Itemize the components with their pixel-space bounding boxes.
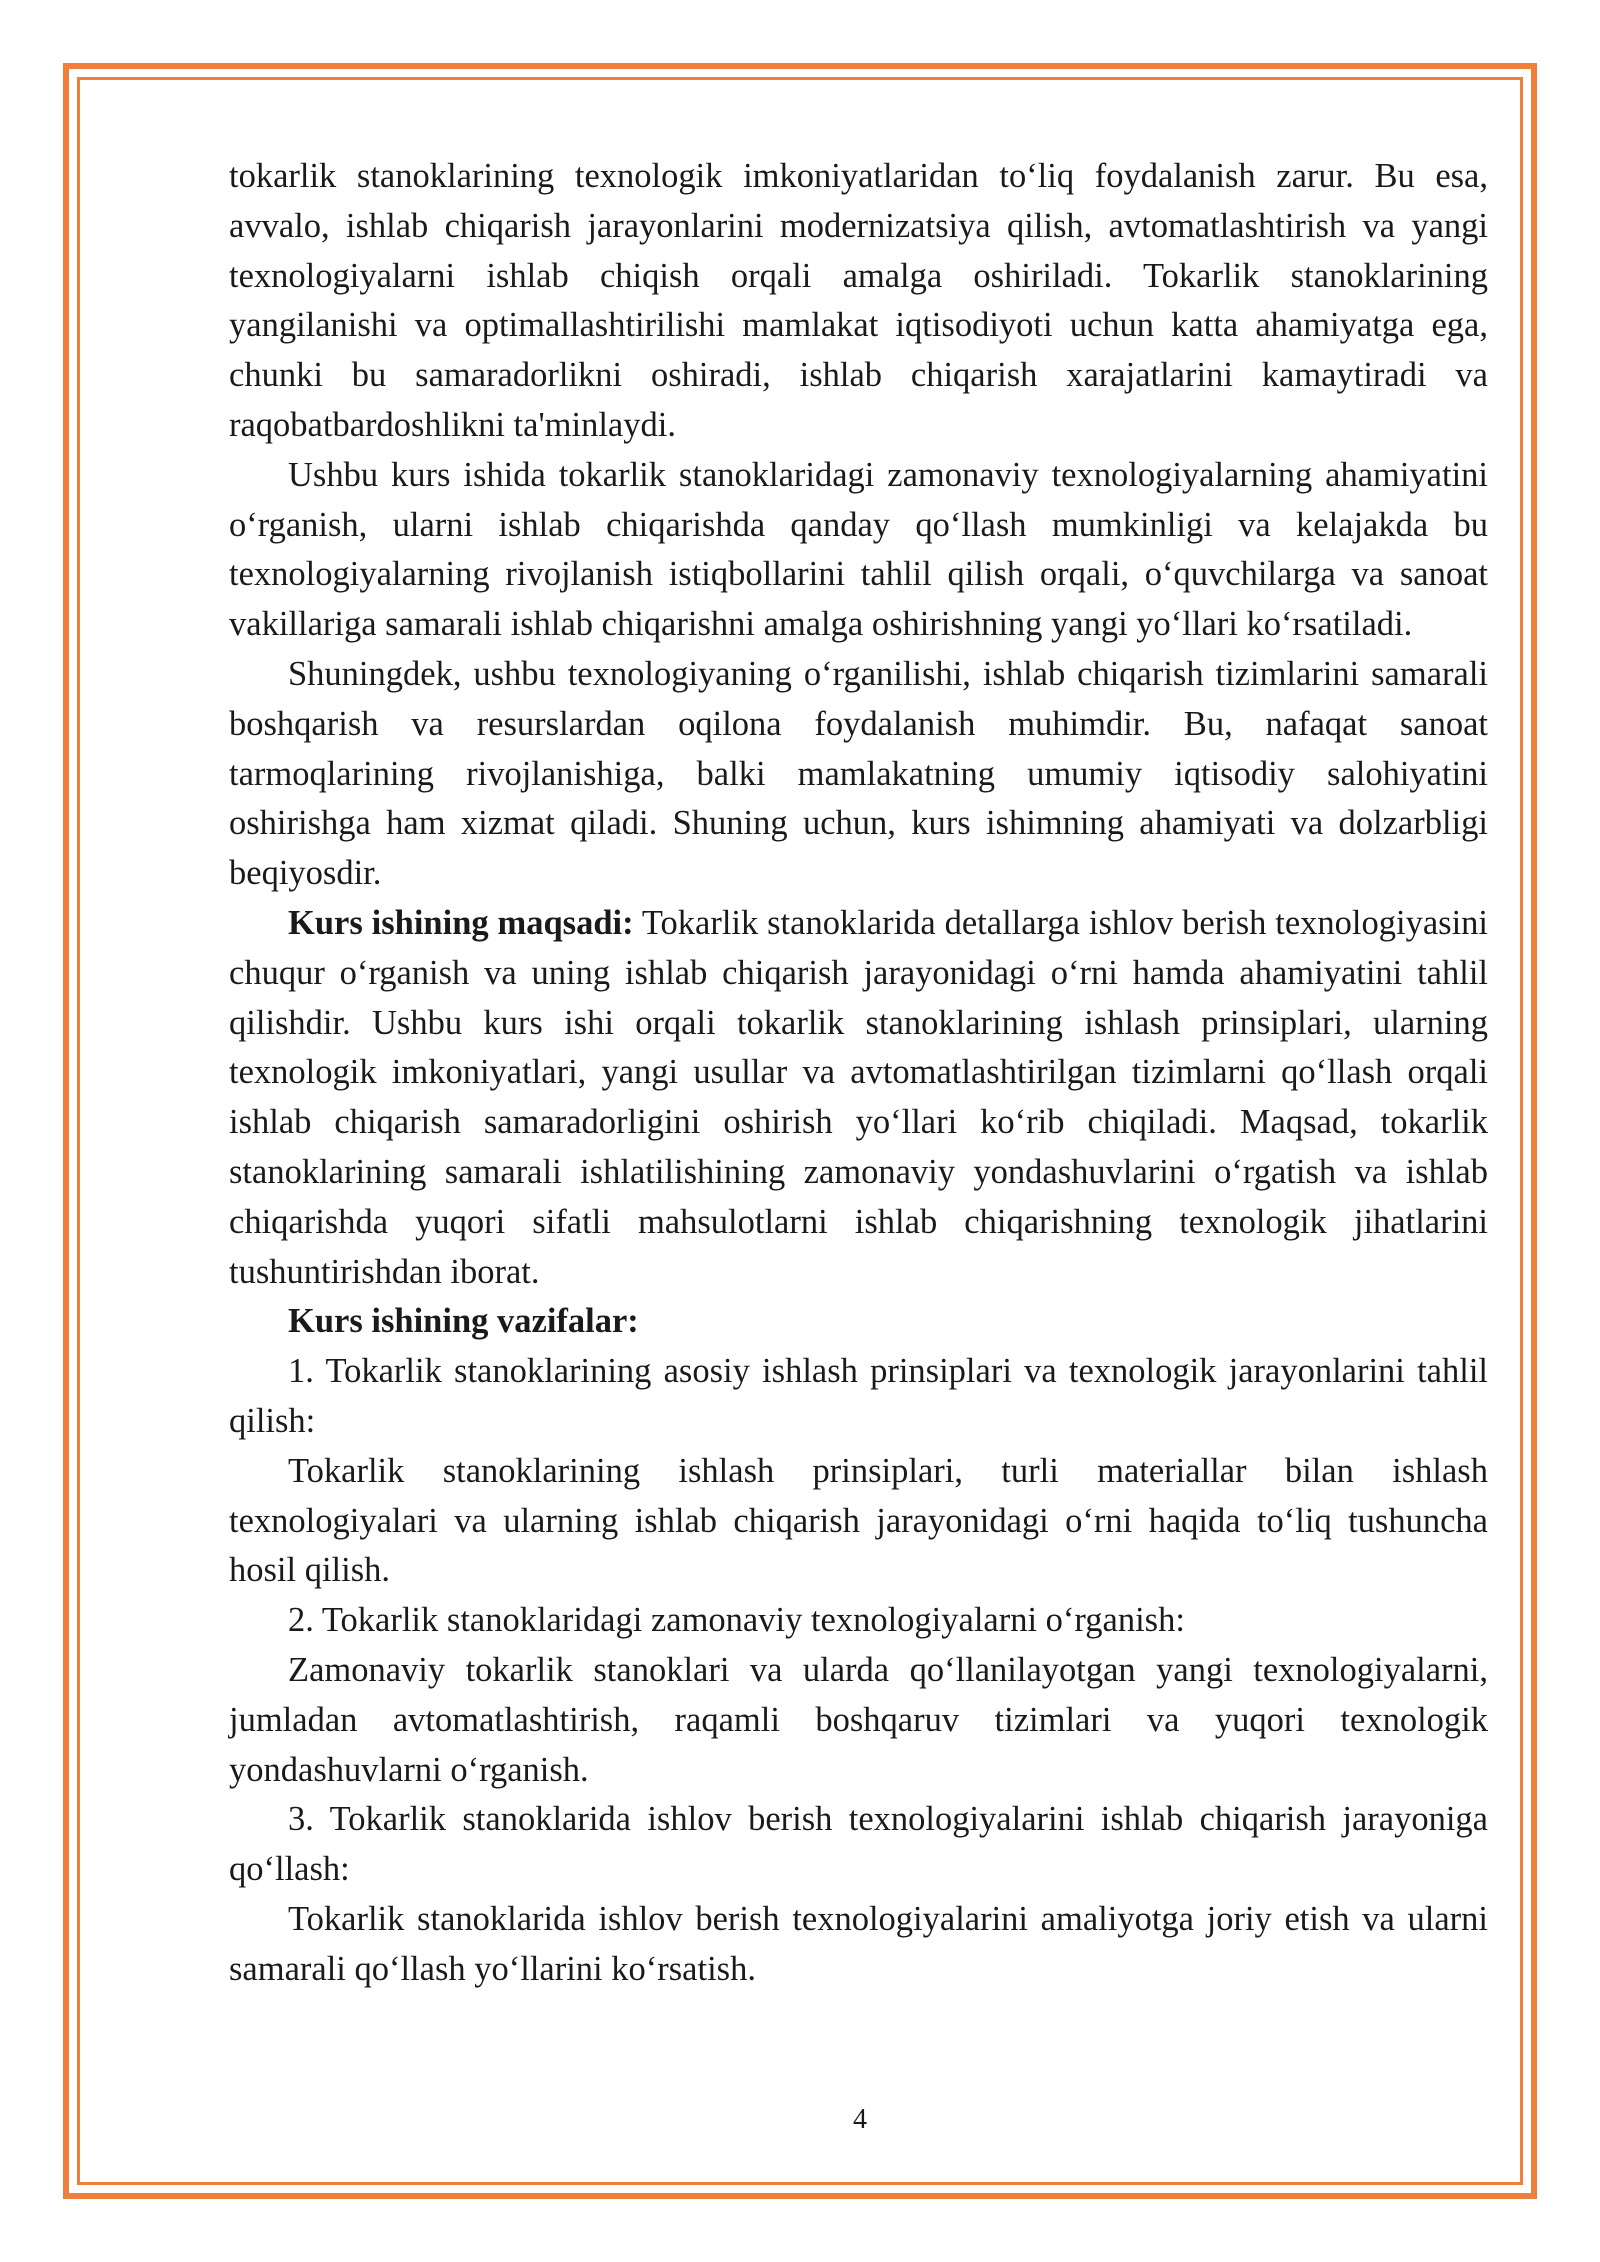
goal-heading: Kurs ishining maqsadi:: [288, 903, 634, 942]
paragraph-continuation: [229, 152, 1488, 451]
paragraph-text: 3. Tokarlik stanoklarida ishlov berish texnologiyalarini ishlab chiqarish jarayoniga qo‘llash:: [229, 1800, 1488, 1889]
paragraph-importance: [229, 451, 1488, 650]
task-item-1: [229, 1347, 1488, 1447]
paragraph-text: Tokarlik stanoklarida detallarga ishlov berish texnologiyasini chuqur o‘rganish va uning ishlab chiqarish jarayonidagi o‘rni hamda ahamiyatini tahlil qilishdir. Ushbu kurs ishi orqali tokarlik stanoklarining ishlash prinsiplari, ularning texnologik imkoniyatlari, yangi usullar va avtomatlashtirilgan tizimlarni qo‘llash orqali ishlab chiqarish samaradorligini oshirish yo‘llari ko‘rib chiqiladi. Maqsad, tokarlik stanoklarining samarali ishlatilishining zamonaviy yondashuvlarini o‘rgatish va ishlab chiqarishda yuqori sifatli mahsulotlarni ishlab chiqarishning texnologik jihatlarini tushuntirishdan iborat.: [229, 903, 1488, 1291]
task-item-3: [229, 1795, 1488, 1895]
paragraph-text: Tokarlik stanoklarining ishlash prinsiplari, turli materiallar bilan ishlash texnologiyalari va ularning ishlab chiqarish jarayonidagi o‘rni haqida to‘liq tushuncha hosil qilish.: [229, 1451, 1488, 1590]
paragraph-relevance: [229, 650, 1488, 899]
page-number: 4: [853, 2104, 867, 2135]
task-item-2-description: [229, 1646, 1488, 1795]
paragraph-text: 1. Tokarlik stanoklarining asosiy ishlash prinsiplari va texnologik jarayonlarini tahlil qilish:: [229, 1352, 1488, 1440]
paragraph-text: Tokarlik stanoklarida ishlov berish texnologiyalarini amaliyotga joriy etish va ularni samarali qo‘llash yo‘llarini ko‘rsatish.: [229, 1899, 1488, 1988]
paragraph-text: Zamonaviy tokarlik stanoklari va ularda qo‘llanilayotgan yangi texnologiyalarni, jumladan avtomatlashtirish, raqamli boshqaruv tizimlari va yuqori texnologik yondashuvlarni o‘rganish.: [229, 1650, 1488, 1789]
task-item-3-description: [229, 1895, 1488, 1995]
tasks-heading: Kurs ishining vazifalar:: [288, 1302, 639, 1341]
paragraph-text: Ushbu kurs ishida tokarlik stanoklaridagi zamonaviy texnologiyalarning ahamiyatini o‘rganish, ularni ishlab chiqarishda qanday qo‘llash mumkinligi va kelajakda bu texnologiyalarning rivojlanish istiqbollarini tahlil qilish orqali, o‘quvchilarga va sanoat vakillariga samarali ishlab chiqarishni amalga oshirishning yangi yo‘llari ko‘rsatiladi.: [229, 455, 1488, 644]
paragraph-text: 2. Tokarlik stanoklaridagi zamonaviy texnologiyalarni o‘rganish:: [288, 1601, 1185, 1640]
document-body: [229, 152, 1488, 1994]
paragraph-text: tokarlik stanoklarining texnologik imkoniyatlaridan to‘liq foydalanish zarur. Bu esa, avvalo, ishlab chiqarish jarayonlarini modernizatsiya qilish, avtomatlashtirish va yangi texnologiyalarni ishlab chiqish orqali amalga oshiriladi. Tokarlik stanoklarining yangilanishi va optimallashtirilishi mamlakat iqtisodiyoti uchun katta ahamiyatga ega, chunki bu samaradorlikni oshiradi, ishlab chiqarish xarajatlarini kamaytiradi va raqobatbardoshlikni ta'minlaydi.: [229, 157, 1488, 444]
paragraph-goal: [229, 899, 1488, 1297]
task-item-2: [229, 1596, 1488, 1646]
paragraph-text: Shuningdek, ushbu texnologiyaning o‘rganilishi, ishlab chiqarish tizimlarini samarali boshqarish va resurslardan oqilona foydalanish muhimdir. Bu, nafaqat sanoat tarmoqlarining rivojlanishiga, balki mamlakatning umumiy iqtisodiy salohiyatini oshirishga ham xizmat qiladi. Shuning uchun, kurs ishimning ahamiyati va dolzarbligi beqiyosdir.: [229, 654, 1488, 893]
paragraph-tasks-heading: [229, 1297, 1488, 1347]
task-item-1-description: [229, 1447, 1488, 1596]
